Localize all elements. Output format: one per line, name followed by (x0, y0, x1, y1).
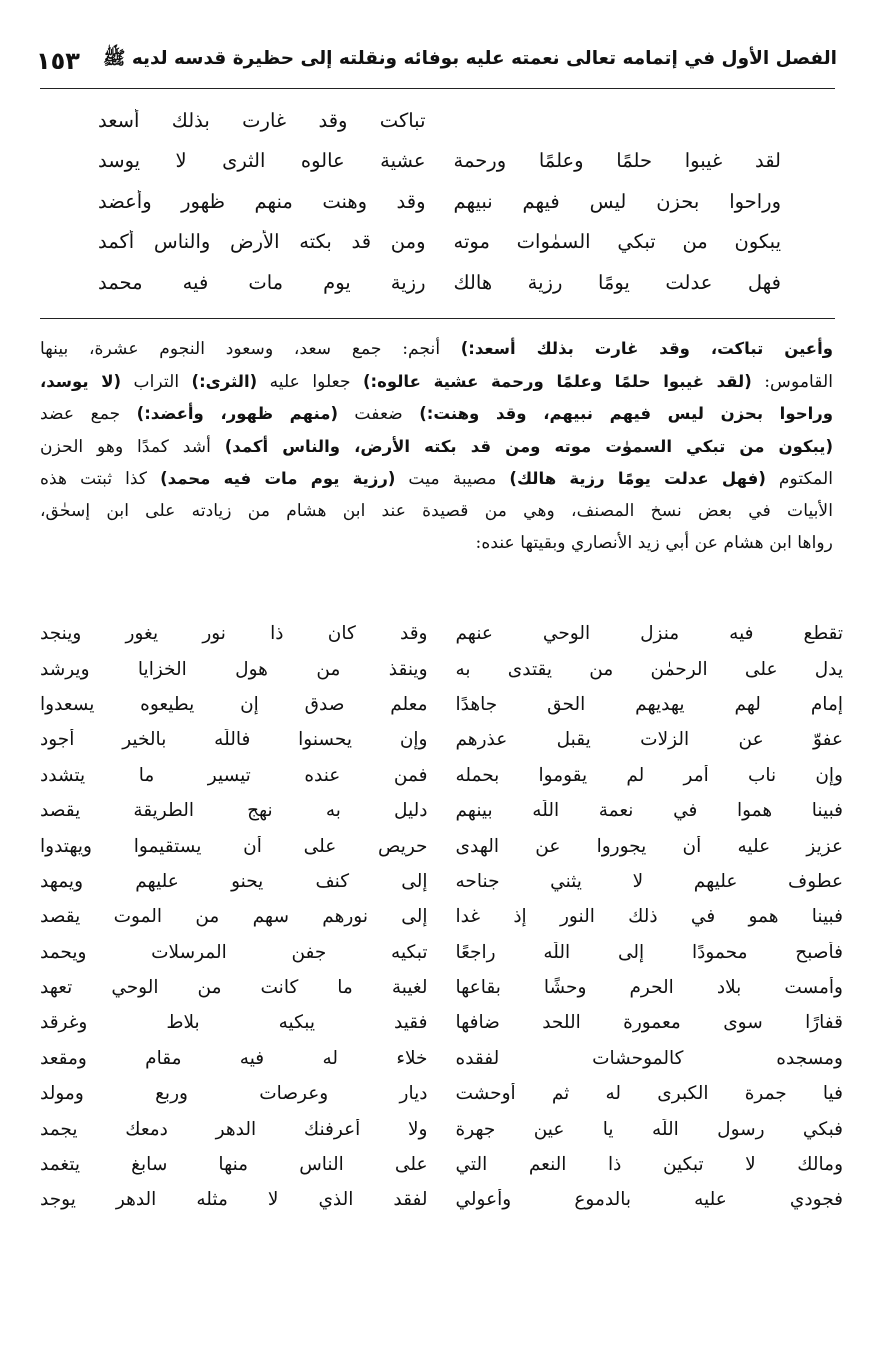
bold-phrase: (لقد غيبوا حلمًا وعلمًا ورحمة عشية عالوه:) (363, 371, 752, 391)
commentary-line: المكتوم (فهل عدلت يومًا رزية هالك) مصيبة ميت (رزية يوم مات فيه محمد) كذا ثبتت هذه (40, 469, 834, 490)
verse-row (98, 181, 781, 222)
commentary (40, 333, 833, 559)
verse-first-hemistich: ومالك لا تبكين ذا النعم التي (455, 1154, 843, 1176)
verse-row (98, 100, 781, 141)
verse-second-hemistich: على الناس منها سابغ يتغمد (40, 1154, 428, 1176)
verse-first-hemistich: ومسجده كالموحشات لفقده (455, 1047, 843, 1069)
verse-first-hemistich: فيا جمرة الكبرى له ثم أوحشت (455, 1083, 843, 1105)
bold-phrase: (لا يوسد، (40, 371, 122, 391)
bold-phrase: وراحوا بحزن ليس فيهم نبيهم، وقد وهنت:) (419, 404, 833, 424)
verse-first-hemistich: وإن ناب أمر لم يقوموا بحمله (455, 764, 843, 786)
verse-row (40, 687, 843, 722)
verse-first-hemistich: وراحوا بحزن ليس فيهم نبيهم (453, 189, 781, 213)
verse-row (40, 828, 843, 863)
verse-second-hemistich: رزية يوم مات فيه محمد (98, 270, 426, 294)
poem-top (98, 100, 781, 303)
verse-row (40, 1182, 843, 1217)
verse-row (98, 222, 781, 263)
verse-row (40, 651, 843, 686)
verse-row (40, 1041, 843, 1076)
header-divider (40, 88, 835, 89)
verse-first-hemistich: يبكون من تبكي السمٰوات موته (453, 230, 781, 254)
verse-second-hemistich: تباكت وقد غارت بذلك أسعد (98, 108, 426, 132)
verse-second-hemistich: معلم صدق إن يطيعوه يسعدوا (40, 693, 428, 715)
verse-second-hemistich: لغيبة ما كانت من الوحي تعهد (40, 977, 428, 999)
verse-row (40, 722, 843, 757)
verse-row (40, 758, 843, 793)
verse-first-hemistich: عطوف عليهم لا يثني جناحه (455, 870, 843, 892)
verse-first-hemistich: تقطع فيه منزل الوحي عنهم (455, 623, 843, 645)
verse-second-hemistich: ومن قد بكته الأرض والناس أكمد (98, 230, 426, 254)
verse-first-hemistich: فبكي رسول اللّٰه يا عين جهرة (455, 1118, 843, 1140)
verse-second-hemistich: تبكيه جفن المرسلات ويحمد (40, 941, 428, 963)
verse-second-hemistich: لفقد الذي لا مثله الدهر يوجد (40, 1189, 428, 1211)
verse-row (40, 899, 843, 934)
verse-second-hemistich: ولا أعرفنك الدهر دمعك يجمد (40, 1118, 428, 1140)
verse-first-hemistich: عزيز عليه أن يجوروا عن الهدى (455, 835, 843, 857)
verse-second-hemistich: وينقذ من هول الخزايا ويرشد (40, 658, 428, 680)
verse-second-hemistich: إلى كنف يحنو عليهم ويمهد (40, 870, 428, 892)
commentary-line: (يبكون من تبكي السموٰت موته ومن قد بكته الأرض، والناس أكمد) أشد كمدًا وهو الحزن (40, 436, 833, 457)
verse-second-hemistich: دليل به نهج الطريقة يقصد (40, 800, 428, 822)
bold-phrase: (يبكون من تبكي السموٰت موته ومن قد بكته الأرض، والناس أكمد) (224, 436, 833, 456)
verse-first-hemistich: فهل عدلت يومًا رزية هالك (453, 270, 781, 294)
verse-row (98, 141, 781, 182)
verse-row (40, 864, 843, 899)
bold-phrase: (الثرى:) (191, 371, 258, 391)
verse-first-hemistich: يدل على الرحمٰن من يقتدى به (455, 658, 843, 680)
verse-row (40, 1076, 843, 1111)
section-divider (40, 318, 835, 319)
verse-second-hemistich: فقيد يبكيه بلاط وغرقد (40, 1012, 428, 1034)
verse-first-hemistich: عفوّ عن الزلات يقبل عذرهم (455, 729, 843, 751)
bold-phrase: (رزية يوم مات فيه محمد) (160, 469, 396, 489)
verse-second-hemistich: خلاء له فيه مقام ومقعد (40, 1047, 428, 1069)
commentary-line: القاموس: (لقد غيبوا حلمًا وعلمًا ورحمة عشية عالوه:) جعلوا عليه (الثرى:) التراب (لا يوسد، (40, 371, 833, 392)
verse-first-hemistich: فبينا هموا في نعمة اللّٰه بينهم (455, 800, 843, 822)
verse-row (40, 970, 843, 1005)
verse-second-hemistich: حريص على أن يستقيموا ويهتدوا (40, 835, 428, 857)
verse-first-hemistich: فأصبح محمودًا إلى اللّٰه راجعًا (455, 941, 843, 963)
commentary-line: الأبيات في بعض نسخ المصنف، وهي من قصيدة عند ابن هشام من زيادته على ابن إسحٰق، (40, 500, 833, 521)
verse-first-hemistich: فبينا همو في ذلك النور إذ غدا (455, 906, 843, 928)
verse-row (40, 1147, 843, 1182)
verse-second-hemistich: وقد كان ذا نور يغور وينجد (40, 623, 428, 645)
page-number: ١٥٣ (36, 47, 80, 75)
commentary-line: وأعين تباكت، وقد غارت بذلك أسعد:) أنجم: جمع سعد، وسعود النجوم عشرة، بينها (40, 339, 833, 359)
verse-row (40, 1111, 843, 1146)
poem-bottom (40, 616, 843, 1218)
verse-first-hemistich: فجودي عليه بالدموع وأعولي (455, 1189, 843, 1211)
bold-phrase: (منهم ظهور، وأعضد:) (136, 404, 338, 424)
verse-second-hemistich: وإن يحسنوا فاللّٰه بالخير أجود (40, 729, 428, 751)
verse-first-hemistich: إمام لهم يهديهم الحق جاهدًا (455, 693, 843, 715)
commentary-line: وراحوا بحزن ليس فيهم نبيهم، وقد وهنت:) ضعفت (منهم ظهور، وأعضد:) جمع عضد (40, 404, 833, 425)
verse-row (40, 935, 843, 970)
verse-first-hemistich: قفارًا سوى معمورة اللحد ضافها (455, 1012, 843, 1034)
bold-phrase: (فهل عدلت يومًا رزية هالك) (509, 469, 766, 489)
verse-second-hemistich: وقد وهنت منهم ظهور وأعضد (98, 189, 426, 213)
verse-row (40, 793, 843, 828)
verse-second-hemistich: عشية عالوه الثرى لا يوسد (98, 149, 426, 173)
verse-second-hemistich: إلى نورهم سهم من الموت يقصد (40, 906, 428, 928)
verse-row (98, 262, 781, 303)
commentary-line: رواها ابن هشام عن أبي زيد الأنصاري وبقيتها عنده: (475, 532, 833, 553)
verse-second-hemistich: فمن عنده تيسير ما يتشدد (40, 764, 428, 786)
verse-first-hemistich: وأمست بلاد الحرم وحشًا بقاعها (455, 977, 843, 999)
verse-row (40, 1005, 843, 1040)
bold-phrase: وأعين تباكت، وقد غارت بذلك أسعد:) (460, 339, 833, 358)
verse-row (40, 616, 843, 651)
verse-first-hemistich: لقد غيبوا حلمًا وعلمًا ورحمة (453, 149, 781, 173)
chapter-title: الفصل الأول في إتمامه تعالى نعمته عليه بوفائه ونقلته إلى حظيرة قدسه لديه ﷺ (103, 48, 837, 69)
verse-second-hemistich: ديار وعرصات وربع ومولد (40, 1083, 428, 1105)
page-header (36, 38, 837, 84)
